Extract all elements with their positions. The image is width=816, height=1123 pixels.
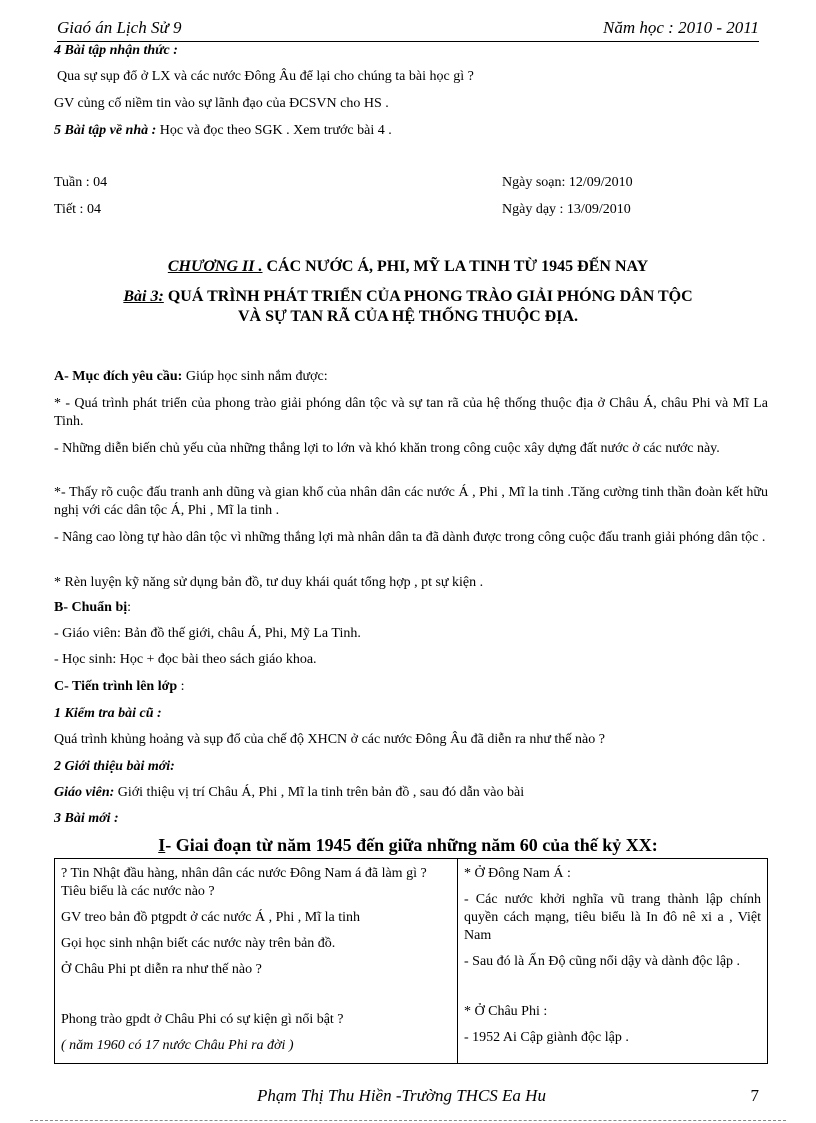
lesson-table: [54, 858, 768, 1064]
bai-moi-title: 3 Bài mới :: [54, 811, 119, 826]
ngay-soan: Ngày soạn: 12/09/2010: [502, 175, 633, 190]
section-a-intro: Giúp học sinh nắm được:: [182, 369, 328, 384]
section-i-num: I: [158, 835, 166, 855]
gioi-thieu-title: 2 Giới thiệu bài mới:: [54, 759, 175, 774]
section-a-item: - Nâng cao lòng tự hào dân tộc vì những thắng lợi mà nhân dân ta đã dành được trong công cuộc đấu tranh giải phóng dân tộc .: [54, 530, 766, 545]
section-b-colon: :: [127, 600, 132, 615]
list-item: * Ở Đông Nam Á :: [464, 866, 571, 881]
bt4-gv: GV củng cố niềm tin vào sự lãnh đạo của ĐCSVN cho HS .: [54, 96, 389, 111]
bt5-title: 5 Bài tập về nhà :: [54, 123, 157, 138]
lesson-line2: VÀ SỰ TAN RÃ CỦA HỆ THỐNG THUỘC ĐỊA.: [237, 308, 579, 325]
bt5-line: [54, 123, 392, 139]
header-subject: Giaó án Lịch Sử 9: [57, 18, 182, 37]
section-c-heading: [54, 679, 185, 695]
list-item: ( năm 1960 có 17 nước Châu Phi ra đời ): [61, 1038, 294, 1053]
kiem-tra-question: Quá trình khủng hoảng và sụp đổ của chế độ XHCN ở các nước Đông Âu đã diễn ra như thế nào ?: [54, 732, 605, 747]
list-item: * Ở Châu Phi :: [464, 1004, 548, 1019]
section-c-title: C- Tiến trình lên lớp: [54, 679, 178, 694]
page-number: 7: [750, 1086, 759, 1105]
section-b-title: B- Chuẩn bị: [54, 600, 128, 615]
section-b-heading: [54, 600, 131, 616]
list-item: ? Tin Nhật đầu hàng, nhân dân các nước Đông Nam á đã làm gì ? Tiêu biểu là các nước nào ?: [61, 866, 427, 899]
list-item: Ở Châu Phi pt diễn ra như thế nào ?: [61, 962, 262, 977]
table-row: [55, 859, 768, 1064]
section-a-heading: [54, 368, 768, 386]
list-item: GV treo bản đồ ptgpdt ở các nước Á , Phi , Mĩ la tinh: [61, 910, 360, 925]
tiet: Tiết : 04: [54, 202, 101, 217]
footer-rule: [30, 1120, 786, 1121]
gioi-thieu-label: Giáo viên:: [54, 785, 115, 800]
kiem-tra-title: 1 Kiểm tra bài cũ :: [54, 706, 162, 721]
chapter-label: CHƯƠNG II .: [167, 258, 263, 275]
lesson-label: Bài 3:: [123, 288, 164, 305]
footer-author: Phạm Thị Thu Hiền -Trường THCS Ea Hu: [257, 1086, 546, 1105]
section-b-hs: - Học sinh: Học + đọc bài theo sách giáo khoa.: [54, 652, 317, 667]
section-a-item: * - Quá trình phát triển của phong trào giải phóng dân tộc và sự tan rã của hệ thống thuộc địa ở Châu Á, châu Phi và Mĩ La Tinh.: [54, 396, 768, 429]
bt5-text: Học và đọc theo SGK . Xem trước bài 4 .: [156, 123, 392, 138]
spacer: [61, 987, 451, 1011]
teacher-activity-cell: [55, 859, 458, 1064]
lesson-line1: QUÁ TRÌNH PHÁT TRIỂN CỦA PHONG TRÀO GIẢI PHÓNG DÂN TỘC: [163, 288, 693, 305]
section-a-item: * Rèn luyện kỹ năng sử dụng bản đồ, tư duy khái quát tổng hợp , pt sự kiện .: [54, 575, 484, 590]
list-item: - Các nước khởi nghĩa vũ trang thành lập chính quyền cách mạng, tiêu biểu là In đô nê xi a , Việt Nam: [464, 892, 761, 943]
header-rule: [57, 41, 759, 42]
section-i-title: [0, 835, 816, 856]
ngay-day: Ngày dạy : 13/09/2010: [502, 202, 631, 217]
page-header: [57, 18, 759, 40]
section-a-item: *- Thấy rõ cuộc đấu tranh anh dũng và gian khổ của nhân dân các nước Á , Phi , Mĩ la tinh .Tăng cường tinh thần đoàn kết hữu nghị với các dân tộc Á, Phi , Mĩ la tinh .: [54, 485, 768, 518]
lesson-title: [0, 287, 816, 327]
bt4-title: 4 Bài tập nhận thức :: [54, 43, 178, 58]
content-cell: [458, 859, 768, 1064]
list-item: - Sau đó là Ấn Độ cũng nổi dậy và dành độc lập .: [464, 954, 741, 969]
section-c-colon: :: [177, 679, 185, 694]
list-item: Gọi học sinh nhận biết các nước này trên bản đồ.: [61, 936, 336, 951]
header-school-year: Năm học : 2010 - 2011: [603, 18, 759, 37]
list-item: Phong trào gpdt ở Châu Phi có sự kiện gì nổi bật ?: [61, 1012, 344, 1027]
chapter-text: CÁC NƯỚC Á, PHI, MỸ LA TINH TỪ 1945 ĐẾN NAY: [262, 258, 649, 275]
chapter-title: [0, 258, 816, 276]
list-item: - 1952 Ai Cập giành độc lập .: [464, 1030, 629, 1045]
section-b-gv: - Giáo viên: Bản đồ thế giới, châu Á, Phi, Mỹ La Tinh.: [54, 626, 361, 641]
tuan: Tuần : 04: [54, 175, 108, 190]
bt4-question: Qua sự sụp đổ ở LX và các nước Đông Âu để lại cho chúng ta bài học gì ?: [57, 69, 474, 84]
gioi-thieu-text: Giới thiệu vị trí Châu Á, Phi , Mĩ la tinh trên bản đồ , sau đó dẫn vào bài: [114, 785, 525, 800]
section-a-title: A- Mục đích yêu cầu:: [54, 369, 183, 384]
gioi-thieu-line: [54, 785, 524, 801]
section-i-text: - Giai đoạn từ năm 1945 đến giữa những năm 60 của thế kỷ XX:: [165, 835, 658, 855]
spacer: [464, 979, 761, 1003]
section-a-item: - Những diễn biến chủ yếu của những thắng lợi to lớn và khó khăn trong công cuộc xây dựng đất nước ở các nước này.: [54, 441, 720, 456]
